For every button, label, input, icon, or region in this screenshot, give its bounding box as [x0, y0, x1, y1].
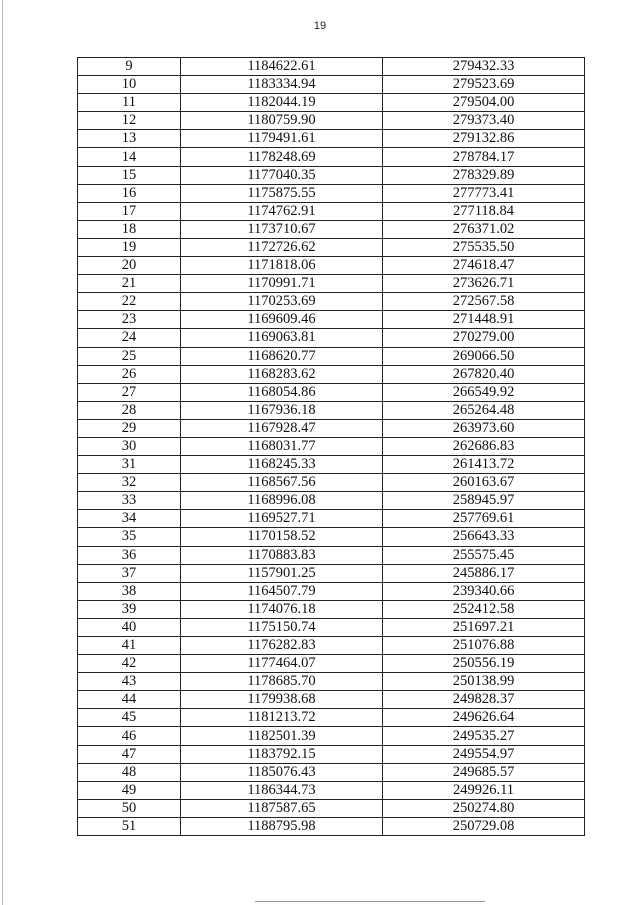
table-row: [78, 799, 585, 817]
x-coordinate-cell: 1168996.08: [181, 492, 383, 510]
point-number-cell: 15: [78, 166, 181, 184]
x-coordinate-cell: 1186344.73: [181, 781, 383, 799]
point-number-cell: 40: [78, 618, 181, 636]
point-number-cell: 39: [78, 600, 181, 618]
table-row: [78, 437, 585, 455]
y-coordinate-cell: 278784.17: [383, 148, 585, 166]
table-row: [78, 311, 585, 329]
point-number-cell: 34: [78, 510, 181, 528]
x-coordinate-cell: 1171818.06: [181, 257, 383, 275]
page-bottom-rule: [255, 901, 485, 902]
x-coordinate-cell: 1177464.07: [181, 655, 383, 673]
y-coordinate-cell: 270279.00: [383, 329, 585, 347]
page-number: 19: [313, 20, 327, 32]
point-number-cell: 10: [78, 76, 181, 94]
x-coordinate-cell: 1178685.70: [181, 673, 383, 691]
table-row: [78, 148, 585, 166]
table-row: [78, 781, 585, 799]
point-number-cell: 19: [78, 238, 181, 256]
x-coordinate-cell: 1168054.86: [181, 383, 383, 401]
point-number-cell: 28: [78, 401, 181, 419]
y-coordinate-cell: 252412.58: [383, 600, 585, 618]
y-coordinate-cell: 261413.72: [383, 456, 585, 474]
y-coordinate-cell: 250138.99: [383, 673, 585, 691]
x-coordinate-cell: 1177040.35: [181, 166, 383, 184]
x-coordinate-cell: 1183334.94: [181, 76, 383, 94]
y-coordinate-cell: 255575.45: [383, 546, 585, 564]
point-number-cell: 31: [78, 456, 181, 474]
x-coordinate-cell: 1168031.77: [181, 437, 383, 455]
y-coordinate-cell: 269066.50: [383, 347, 585, 365]
y-coordinate-cell: 279504.00: [383, 94, 585, 112]
point-number-cell: 36: [78, 546, 181, 564]
x-coordinate-cell: 1164507.79: [181, 582, 383, 600]
x-coordinate-cell: 1178248.69: [181, 148, 383, 166]
table-row: [78, 257, 585, 275]
table-row: [78, 817, 585, 835]
y-coordinate-cell: 273626.71: [383, 275, 585, 293]
table-row: [78, 456, 585, 474]
table-row: [78, 347, 585, 365]
point-number-cell: 33: [78, 492, 181, 510]
x-coordinate-cell: 1168620.77: [181, 347, 383, 365]
table-row: [78, 220, 585, 238]
table-row: [78, 763, 585, 781]
x-coordinate-cell: 1176282.83: [181, 637, 383, 655]
table-row: [78, 691, 585, 709]
x-coordinate-cell: 1172726.62: [181, 238, 383, 256]
table-row: [78, 637, 585, 655]
point-number-cell: 24: [78, 329, 181, 347]
page-edge-line: [2, 0, 3, 905]
table-row: [78, 419, 585, 437]
point-number-cell: 23: [78, 311, 181, 329]
x-coordinate-cell: 1169609.46: [181, 311, 383, 329]
x-coordinate-cell: 1170883.83: [181, 546, 383, 564]
y-coordinate-cell: 249535.27: [383, 727, 585, 745]
x-coordinate-cell: 1183792.15: [181, 745, 383, 763]
x-coordinate-cell: 1173710.67: [181, 220, 383, 238]
table-row: [78, 745, 585, 763]
point-number-cell: 47: [78, 745, 181, 763]
table-row: [78, 655, 585, 673]
y-coordinate-cell: 279132.86: [383, 130, 585, 148]
point-number-cell: 29: [78, 419, 181, 437]
point-number-cell: 12: [78, 112, 181, 130]
table-row: [78, 582, 585, 600]
point-number-cell: 11: [78, 94, 181, 112]
point-number-cell: 44: [78, 691, 181, 709]
y-coordinate-cell: 249626.64: [383, 709, 585, 727]
y-coordinate-cell: 275535.50: [383, 238, 585, 256]
point-number-cell: 49: [78, 781, 181, 799]
y-coordinate-cell: 257769.61: [383, 510, 585, 528]
table-row: [78, 275, 585, 293]
y-coordinate-cell: 245886.17: [383, 564, 585, 582]
x-coordinate-cell: 1174076.18: [181, 600, 383, 618]
point-number-cell: 14: [78, 148, 181, 166]
y-coordinate-cell: 251697.21: [383, 618, 585, 636]
y-coordinate-cell: 251076.88: [383, 637, 585, 655]
y-coordinate-cell: 279432.33: [383, 58, 585, 76]
table-row: [78, 58, 585, 76]
point-number-cell: 18: [78, 220, 181, 238]
x-coordinate-cell: 1170158.52: [181, 528, 383, 546]
table-row: [78, 709, 585, 727]
point-number-cell: 38: [78, 582, 181, 600]
y-coordinate-cell: 266549.92: [383, 383, 585, 401]
point-number-cell: 43: [78, 673, 181, 691]
table-row: [78, 76, 585, 94]
point-number-cell: 9: [78, 58, 181, 76]
point-number-cell: 46: [78, 727, 181, 745]
y-coordinate-cell: 267820.40: [383, 365, 585, 383]
point-number-cell: 50: [78, 799, 181, 817]
table-row: [78, 130, 585, 148]
x-coordinate-cell: 1188795.98: [181, 817, 383, 835]
table-row: [78, 528, 585, 546]
point-number-cell: 16: [78, 184, 181, 202]
y-coordinate-cell: 249685.57: [383, 763, 585, 781]
point-number-cell: 26: [78, 365, 181, 383]
x-coordinate-cell: 1175875.55: [181, 184, 383, 202]
point-number-cell: 42: [78, 655, 181, 673]
table-row: [78, 401, 585, 419]
table-row: [78, 202, 585, 220]
y-coordinate-cell: 274618.47: [383, 257, 585, 275]
x-coordinate-cell: 1181213.72: [181, 709, 383, 727]
y-coordinate-cell: 250274.80: [383, 799, 585, 817]
table-row: [78, 383, 585, 401]
table-row: [78, 238, 585, 256]
table-row: [78, 618, 585, 636]
point-number-cell: 21: [78, 275, 181, 293]
x-coordinate-cell: 1180759.90: [181, 112, 383, 130]
point-number-cell: 32: [78, 474, 181, 492]
y-coordinate-cell: 250729.08: [383, 817, 585, 835]
coordinates-table: [77, 57, 585, 836]
table-row: [78, 184, 585, 202]
x-coordinate-cell: 1168283.62: [181, 365, 383, 383]
x-coordinate-cell: 1168245.33: [181, 456, 383, 474]
point-number-cell: 35: [78, 528, 181, 546]
point-number-cell: 37: [78, 564, 181, 582]
x-coordinate-cell: 1187587.65: [181, 799, 383, 817]
point-number-cell: 13: [78, 130, 181, 148]
x-coordinate-cell: 1185076.43: [181, 763, 383, 781]
y-coordinate-cell: 260163.67: [383, 474, 585, 492]
y-coordinate-cell: 277118.84: [383, 202, 585, 220]
x-coordinate-cell: 1168567.56: [181, 474, 383, 492]
table-row: [78, 474, 585, 492]
y-coordinate-cell: 263973.60: [383, 419, 585, 437]
table-row: [78, 166, 585, 184]
x-coordinate-cell: 1170253.69: [181, 293, 383, 311]
y-coordinate-cell: 277773.41: [383, 184, 585, 202]
point-number-cell: 22: [78, 293, 181, 311]
x-coordinate-cell: 1182044.19: [181, 94, 383, 112]
y-coordinate-cell: 249828.37: [383, 691, 585, 709]
y-coordinate-cell: 256643.33: [383, 528, 585, 546]
point-number-cell: 45: [78, 709, 181, 727]
y-coordinate-cell: 279373.40: [383, 112, 585, 130]
table-row: [78, 365, 585, 383]
x-coordinate-cell: 1169527.71: [181, 510, 383, 528]
table-row: [78, 510, 585, 528]
y-coordinate-cell: 250556.19: [383, 655, 585, 673]
y-coordinate-cell: 279523.69: [383, 76, 585, 94]
y-coordinate-cell: 278329.89: [383, 166, 585, 184]
table-row: [78, 727, 585, 745]
table-row: [78, 329, 585, 347]
x-coordinate-cell: 1170991.71: [181, 275, 383, 293]
y-coordinate-cell: 249554.97: [383, 745, 585, 763]
x-coordinate-cell: 1157901.25: [181, 564, 383, 582]
y-coordinate-cell: 262686.83: [383, 437, 585, 455]
x-coordinate-cell: 1167928.47: [181, 419, 383, 437]
x-coordinate-cell: 1169063.81: [181, 329, 383, 347]
x-coordinate-cell: 1179938.68: [181, 691, 383, 709]
point-number-cell: 41: [78, 637, 181, 655]
y-coordinate-cell: 272567.58: [383, 293, 585, 311]
x-coordinate-cell: 1174762.91: [181, 202, 383, 220]
point-number-cell: 25: [78, 347, 181, 365]
y-coordinate-cell: 249926.11: [383, 781, 585, 799]
point-number-cell: 48: [78, 763, 181, 781]
point-number-cell: 27: [78, 383, 181, 401]
x-coordinate-cell: 1184622.61: [181, 58, 383, 76]
table-row: [78, 492, 585, 510]
y-coordinate-cell: 239340.66: [383, 582, 585, 600]
x-coordinate-cell: 1175150.74: [181, 618, 383, 636]
y-coordinate-cell: 276371.02: [383, 220, 585, 238]
table-row: [78, 673, 585, 691]
point-number-cell: 51: [78, 817, 181, 835]
table-row: [78, 600, 585, 618]
table-row: [78, 564, 585, 582]
table-row: [78, 293, 585, 311]
x-coordinate-cell: 1179491.61: [181, 130, 383, 148]
point-number-cell: 30: [78, 437, 181, 455]
table-row: [78, 546, 585, 564]
point-number-cell: 20: [78, 257, 181, 275]
y-coordinate-cell: 265264.48: [383, 401, 585, 419]
x-coordinate-cell: 1182501.39: [181, 727, 383, 745]
y-coordinate-cell: 271448.91: [383, 311, 585, 329]
x-coordinate-cell: 1167936.18: [181, 401, 383, 419]
coordinates-table-body: [78, 58, 585, 836]
table-row: [78, 112, 585, 130]
point-number-cell: 17: [78, 202, 181, 220]
table-row: [78, 94, 585, 112]
y-coordinate-cell: 258945.97: [383, 492, 585, 510]
